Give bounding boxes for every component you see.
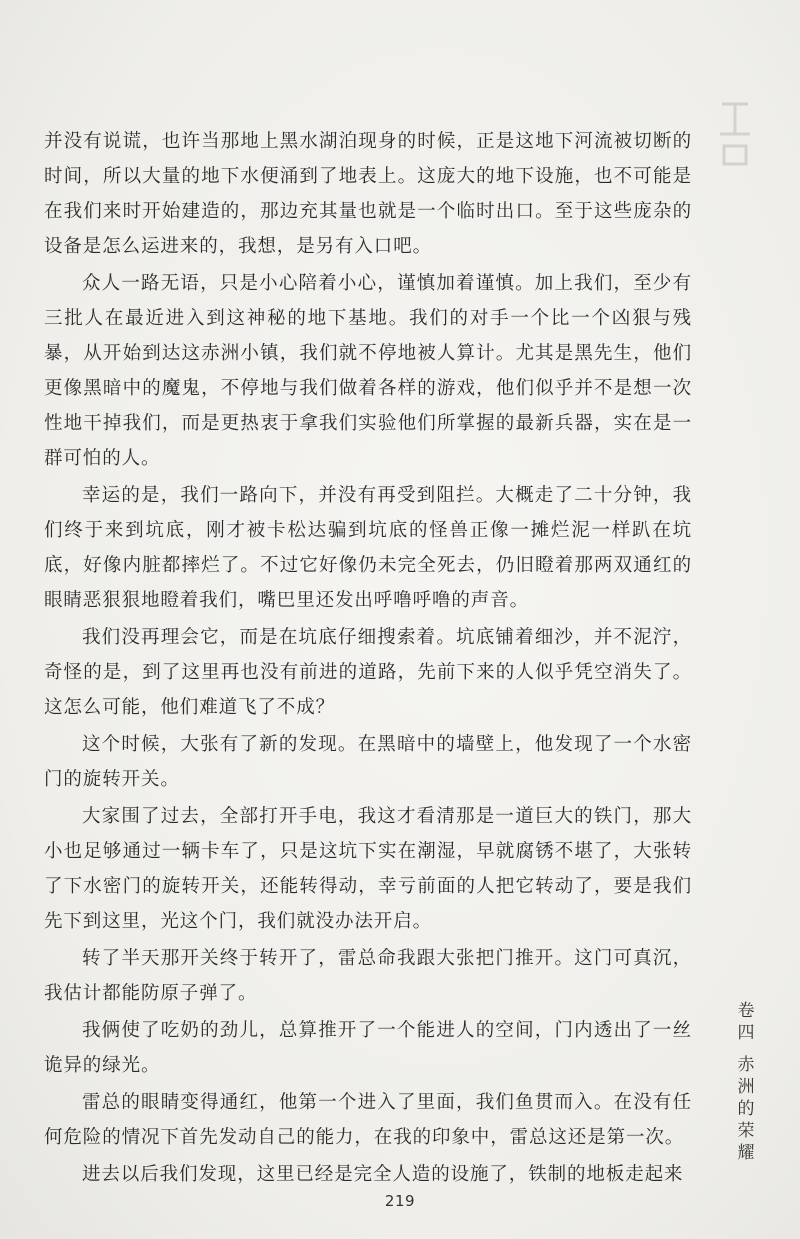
paragraph-1: 并没有说谎，也许当那地上黑水湖泊现身的时候，正是这地下河流被切断的时间，所以大量的地下水便涌到了地表上。这庞大的地下设施，也不可能是在我们来时开始建造的，那边充其量也就是一个临时出口。至于这些庞杂的设备是怎么运进来的，我想，是另有入口吧。: [44, 131, 692, 257]
paragraph-5: 这个时候，大张有了新的发现。在黑暗中的墙壁上，他发现了一个水密门的旋转开关。: [44, 734, 692, 790]
faded-ornament-icon: [712, 94, 758, 172]
page-number: 219: [384, 1192, 416, 1210]
paragraph-4: 我们没再理会它，而是在坑底仔细搜索着。坑底铺着细沙，并不泥泞，奇怪的是，到了这里再也没有前进的道路，先前下来的人似乎凭空消失了。这怎么可能，他们难道飞了不成？: [44, 627, 692, 718]
paragraph-6: 大家围了过去，全部打开手电，我这才看清那是一道巨大的铁门，那大小也足够通过一辆卡车了，只是这坑下实在潮湿，早就腐锈不堪了，大张转了下水密门的旋转开关，还能转得动，幸亏前面的人把它转动了，要是我们先下到这里，光这个门，我们就没办法开启。: [44, 806, 692, 932]
paragraph-8: 我俩使了吃奶的劲儿，总算推开了一个能进人的空间，门内透出了一丝诡异的绿光。: [44, 1020, 692, 1076]
body-text: [44, 124, 692, 1192]
volume-name: 赤 洲 的 荣 耀: [737, 1055, 755, 1163]
paragraph-10: 进去以后我们发现，这里已经是完全人造的设施了，铁制的地板走起来: [82, 1164, 684, 1185]
volume-label: 卷 四: [737, 1001, 755, 1043]
running-header-vertical: [734, 1000, 758, 1164]
paragraph-2: 众人一路无语，只是小心陪着小心，谨慎加着谨慎。加上我们，至少有三批人在最近进入到这神秘的地下基地。我们的对手一个比一个凶狠与残暴，从开始到达这赤洲小镇，我们就不停地被人算计。尤其是黑先生，他们更像黑暗中的魔鬼，不停地与我们做着各样的游戏，他们似乎并不是想一次性地干掉我们，而是更热衷于拿我们实验他们所掌握的最新兵器，实在是一群可怕的人。: [44, 273, 692, 469]
paragraph-3: 幸运的是，我们一路向下，并没有再受到阻拦。大概走了二十分钟，我们终于来到坑底，刚才被卡松达骗到坑底的怪兽正像一摊烂泥一样趴在坑底，好像内脏都摔烂了。不过它好像仍未完全死去，仍旧瞪着那两双通红的眼睛恶狠狠地瞪着我们，嘴巴里还发出呼噜呼噜的声音。: [44, 485, 692, 611]
paragraph-7: 转了半天那开关终于转开了，雷总命我跟大张把门推开。这门可真沉，我估计都能防原子弹了。: [44, 948, 692, 1004]
paragraph-9: 雷总的眼睛变得通红，他第一个进入了里面，我们鱼贯而入。在没有任何危险的情况下首先发动自己的能力，在我的印象中，雷总这还是第一次。: [44, 1092, 692, 1148]
